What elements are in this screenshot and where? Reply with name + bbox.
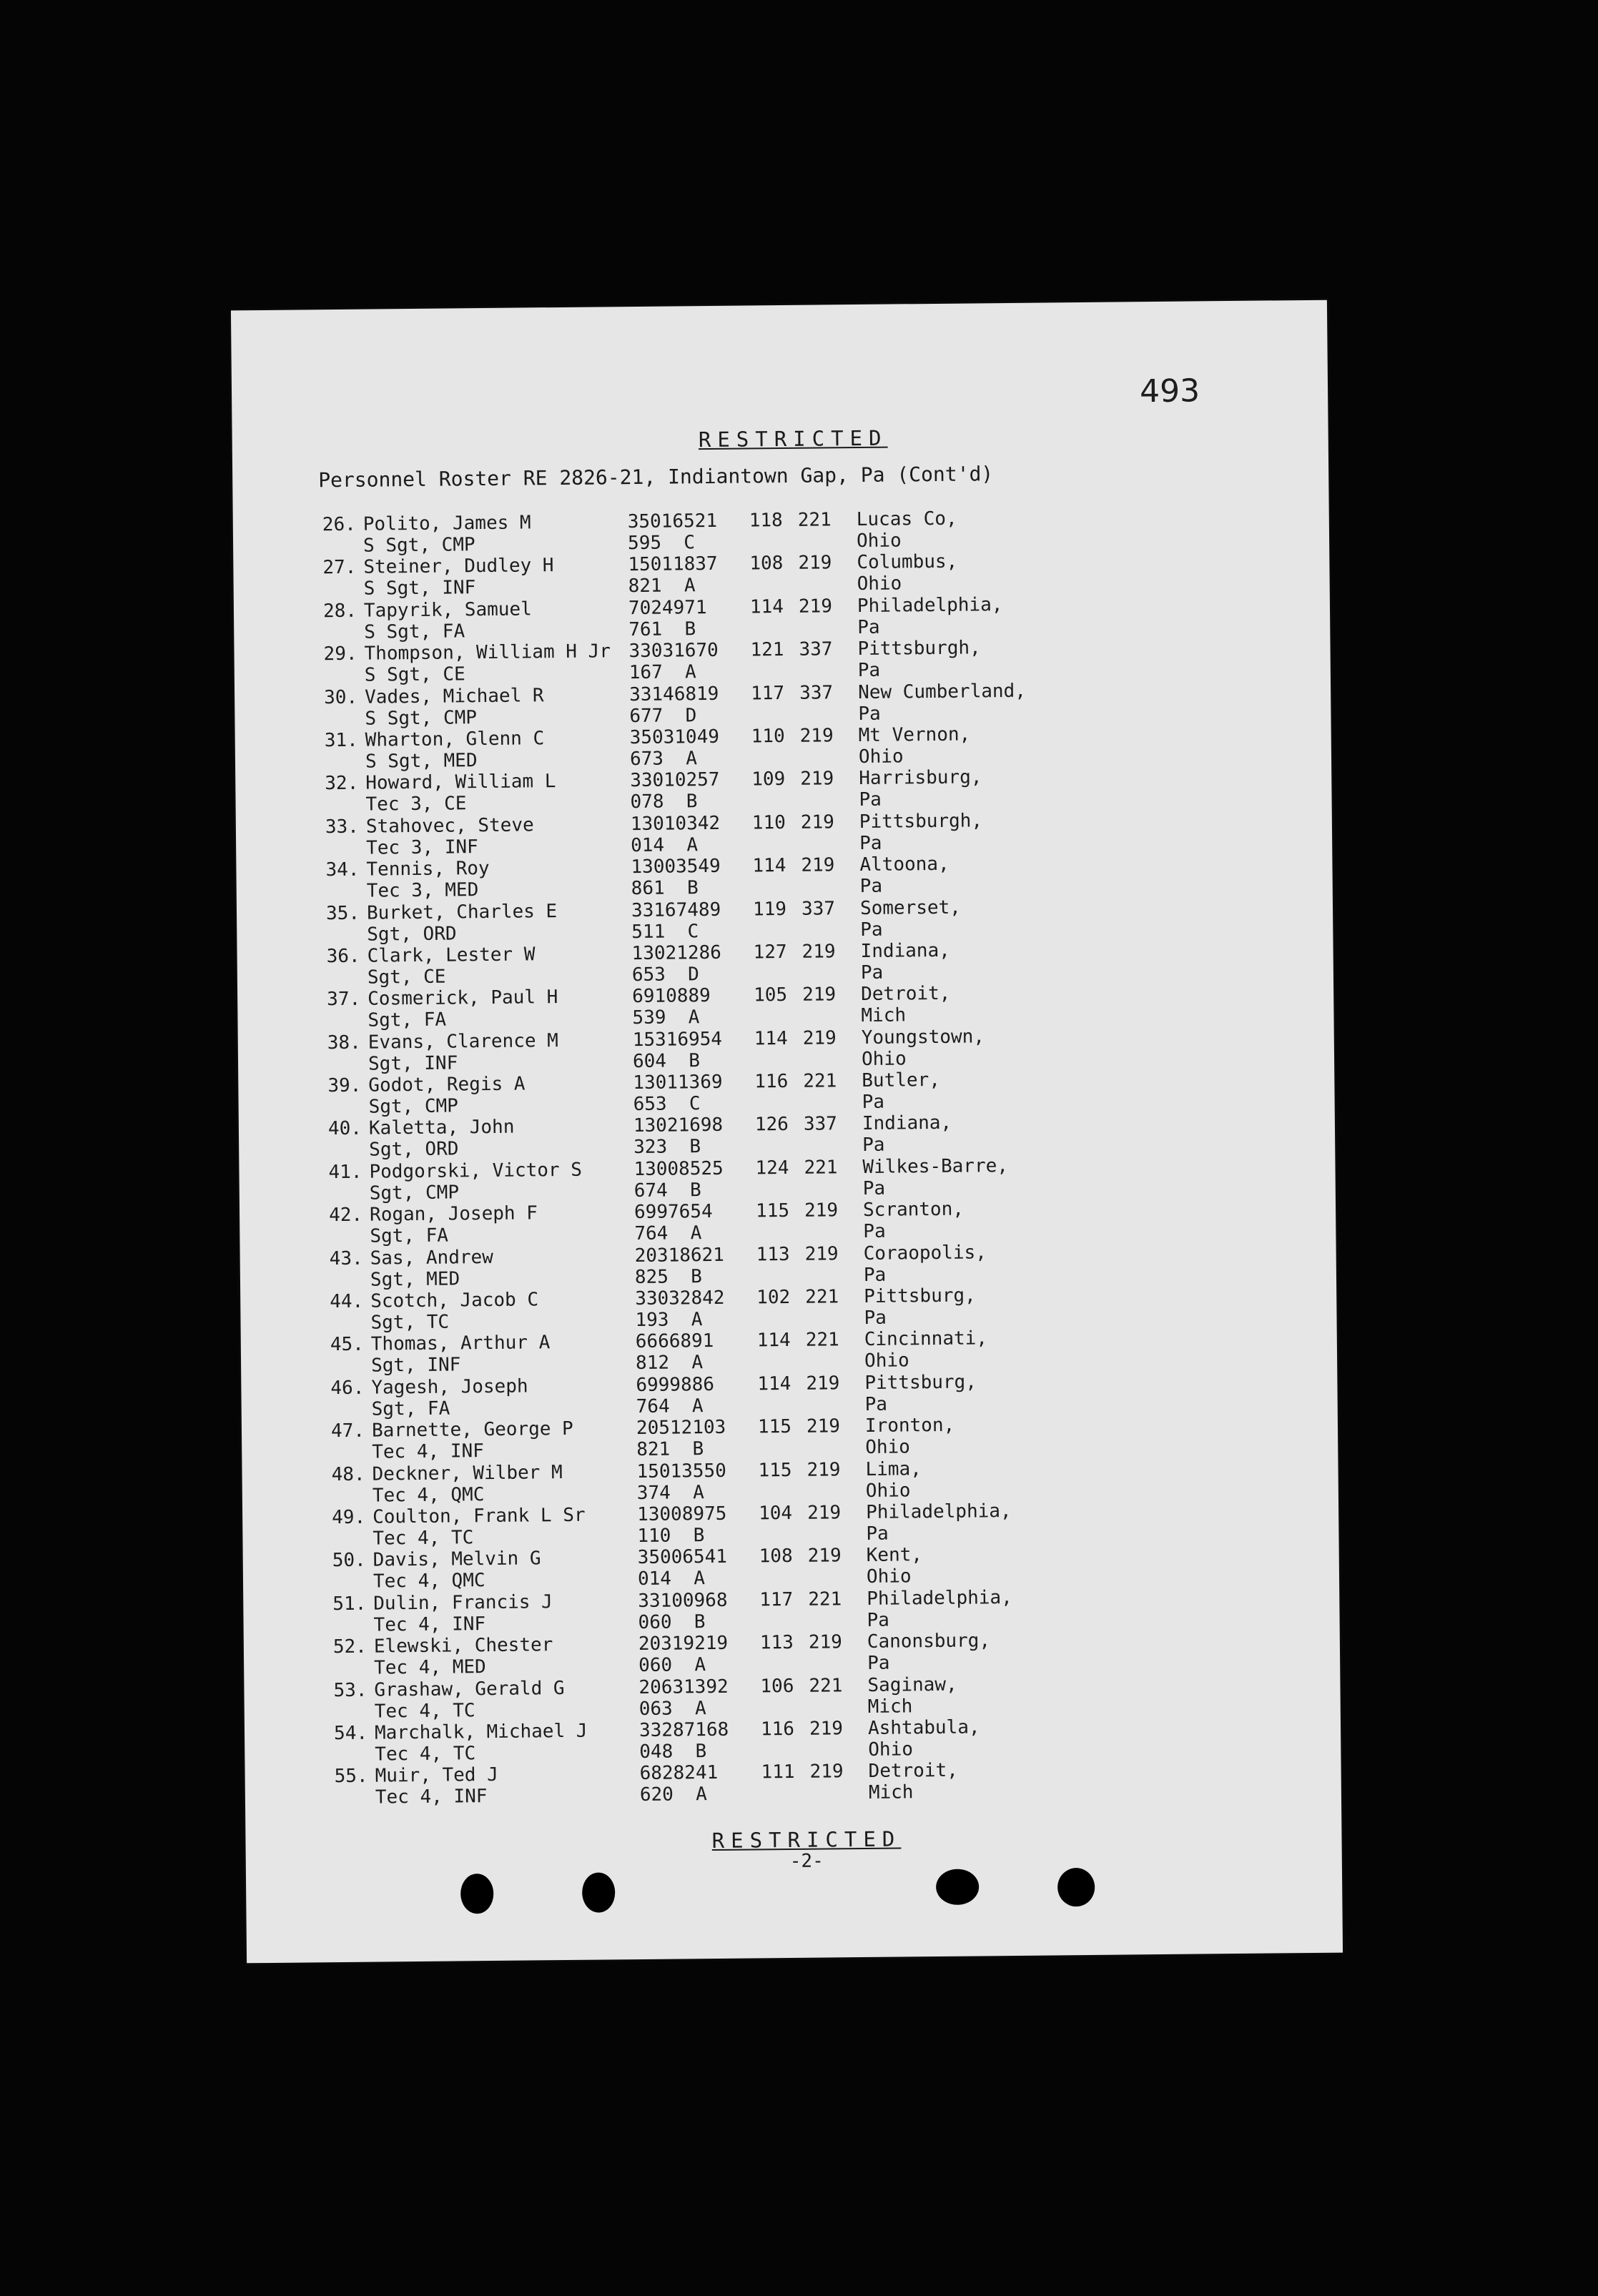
entry-state: Pa bbox=[867, 1652, 890, 1675]
entry-number: 30. bbox=[324, 686, 358, 708]
entry-col1: 116 bbox=[760, 1718, 795, 1741]
entry-city: Kent, bbox=[866, 1544, 923, 1567]
entry-state: Ohio bbox=[861, 1048, 907, 1070]
entry-col1: 113 bbox=[759, 1632, 794, 1654]
entry-number: 34. bbox=[325, 858, 360, 881]
entry-col1: 113 bbox=[756, 1243, 790, 1266]
entry-city: Pittsburgh, bbox=[857, 637, 981, 660]
entry-state: Pa bbox=[862, 1091, 885, 1114]
entry-number: 50. bbox=[332, 1550, 366, 1572]
entry-state: Ohio bbox=[866, 1565, 912, 1588]
entry-city: Cincinnati, bbox=[864, 1327, 988, 1351]
entry-name: Thompson, William H Jr bbox=[364, 640, 611, 665]
entry-col1: 124 bbox=[755, 1157, 789, 1179]
entry-serial-number: 13003549 bbox=[631, 855, 721, 879]
entry-name: Rogan, Joseph F bbox=[369, 1202, 538, 1226]
entry-col1: 114 bbox=[754, 1027, 788, 1050]
entry-col1: 115 bbox=[758, 1459, 792, 1481]
entry-serial-number: 33287168 bbox=[638, 1718, 729, 1741]
entry-col2: 221 bbox=[805, 1329, 839, 1352]
entry-city: New Cumberland, bbox=[857, 680, 1027, 703]
entry-serial-number: 6997654 bbox=[633, 1201, 713, 1224]
entry-name: Barnette, George P bbox=[371, 1418, 573, 1442]
entry-name: Dulin, Francis J bbox=[373, 1590, 553, 1615]
punch-hole bbox=[936, 1869, 979, 1905]
entry-code: 764 A bbox=[634, 1222, 702, 1245]
entry-col2: 219 bbox=[804, 1242, 839, 1265]
entry-code: 653 D bbox=[631, 964, 699, 986]
page-footer: -2- bbox=[789, 1850, 824, 1873]
entry-name: Clark, Lester W bbox=[367, 944, 536, 967]
entry-col1: 114 bbox=[757, 1372, 791, 1395]
entry-col2: 219 bbox=[798, 595, 833, 618]
entry-city: Lima, bbox=[865, 1458, 922, 1480]
entry-state: Ohio bbox=[857, 573, 902, 595]
entry-number: 45. bbox=[330, 1334, 364, 1356]
entry-name: Scotch, Jacob C bbox=[370, 1289, 539, 1312]
entry-code: 063 A bbox=[638, 1697, 706, 1720]
entry-serial-number: 15011837 bbox=[628, 553, 718, 576]
entry-col1: 108 bbox=[749, 553, 784, 575]
entry-state: Pa bbox=[857, 659, 881, 682]
entry-name: Thomas, Arthur A bbox=[370, 1332, 551, 1356]
entry-number: 43. bbox=[329, 1247, 363, 1270]
entry-col2: 337 bbox=[803, 1113, 838, 1136]
entry-serial-number: 13021698 bbox=[633, 1114, 724, 1137]
entry-serial-number: 20512103 bbox=[636, 1417, 726, 1440]
entry-state: Pa bbox=[857, 616, 880, 638]
entry-name: Davis, Melvin G bbox=[373, 1548, 541, 1571]
entry-number: 32. bbox=[325, 773, 359, 795]
entry-rank: Sgt, FA bbox=[368, 1009, 447, 1031]
entry-number: 37. bbox=[327, 989, 361, 1011]
entry-rank: Sgt, MED bbox=[370, 1268, 460, 1291]
entry-rank: Tec 3, MED bbox=[366, 879, 479, 902]
entry-name: Burket, Charles E bbox=[366, 900, 558, 924]
entry-col2: 219 bbox=[802, 941, 836, 963]
entry-col1: 106 bbox=[760, 1675, 794, 1697]
entry-serial-number: 7024971 bbox=[628, 596, 707, 619]
entry-code: 193 A bbox=[635, 1309, 703, 1332]
entry-rank: S Sgt, INF bbox=[363, 577, 476, 600]
entry-col2: 337 bbox=[801, 897, 836, 920]
entry-serial-number: 15013550 bbox=[636, 1460, 726, 1483]
entry-name: Godot, Regis A bbox=[368, 1073, 526, 1097]
entry-name: Vades, Michael R bbox=[364, 684, 544, 708]
document-page bbox=[231, 300, 1343, 1964]
entry-state: Pa bbox=[859, 832, 882, 854]
entry-col1: 127 bbox=[753, 941, 787, 964]
entry-col1: 121 bbox=[750, 639, 784, 661]
entry-city: Philadelphia, bbox=[867, 1586, 1012, 1610]
entry-col2: 221 bbox=[804, 1157, 838, 1179]
entry-col2: 221 bbox=[803, 1070, 837, 1092]
entry-col2: 219 bbox=[798, 552, 832, 575]
entry-col2: 221 bbox=[805, 1286, 839, 1308]
entry-rank: Tec 3, CE bbox=[365, 793, 467, 816]
entry-serial-number: 20318621 bbox=[634, 1244, 725, 1267]
entry-state: Ohio bbox=[856, 530, 902, 553]
entry-rank: Sgt, CE bbox=[367, 966, 446, 989]
entry-state: Ohio bbox=[868, 1738, 914, 1761]
entry-number: 52. bbox=[332, 1636, 368, 1658]
entry-rank: Sgt, ORD bbox=[367, 922, 457, 946]
entry-state: Mich bbox=[868, 1781, 914, 1804]
entry-col2: 219 bbox=[802, 984, 837, 1006]
entry-name: Evans, Clarence M bbox=[368, 1029, 559, 1054]
entry-col1: 104 bbox=[758, 1502, 793, 1525]
entry-code: 764 A bbox=[636, 1395, 704, 1417]
entry-state: Pa bbox=[858, 703, 881, 725]
entry-serial-number: 33167489 bbox=[631, 899, 721, 921]
entry-code: 674 B bbox=[633, 1179, 701, 1202]
entry-code: 511 C bbox=[631, 920, 699, 943]
entry-rank: Sgt, FA bbox=[371, 1397, 450, 1420]
entry-state: Pa bbox=[866, 1523, 889, 1545]
entry-name: Deckner, Wilber M bbox=[372, 1461, 563, 1485]
roster-entry bbox=[323, 1756, 1325, 1809]
entry-code: 825 B bbox=[634, 1265, 703, 1288]
entry-col2: 219 bbox=[802, 1027, 837, 1049]
entry-rank: Tec 4, TC bbox=[373, 1527, 474, 1550]
entry-number: 28. bbox=[322, 600, 357, 622]
entry-city: Youngstown, bbox=[861, 1026, 985, 1049]
entry-col2: 219 bbox=[809, 1761, 844, 1783]
entry-number: 55. bbox=[334, 1765, 368, 1788]
entry-number: 35. bbox=[325, 902, 360, 924]
entry-city: Somerset, bbox=[859, 896, 962, 919]
entry-rank: Sgt, CMP bbox=[368, 1095, 459, 1118]
entry-serial-number: 20319219 bbox=[638, 1632, 729, 1656]
entry-rank: Tec 4, TC bbox=[374, 1699, 475, 1723]
entry-col1: 116 bbox=[754, 1071, 789, 1093]
entry-number: 44. bbox=[330, 1290, 364, 1313]
entry-rank: Tec 4, INF bbox=[372, 1440, 484, 1463]
entry-col2: 337 bbox=[799, 638, 833, 660]
entry-code: 060 A bbox=[638, 1654, 706, 1677]
entry-rank: S Sgt, CMP bbox=[362, 534, 475, 557]
entry-serial-number: 13008525 bbox=[633, 1157, 724, 1180]
entry-state: Pa bbox=[860, 919, 883, 941]
entry-number: 41. bbox=[328, 1161, 362, 1184]
entry-number: 33. bbox=[325, 816, 360, 838]
entry-name: Wharton, Glenn C bbox=[365, 728, 545, 751]
entry-col2: 219 bbox=[807, 1502, 842, 1524]
entry-rank: S Sgt, FA bbox=[364, 620, 465, 643]
entry-name: Cosmerick, Paul H bbox=[368, 986, 558, 1010]
entry-code: 812 A bbox=[635, 1352, 704, 1375]
entry-state: Ohio bbox=[864, 1350, 909, 1372]
entry-rank: Sgt, FA bbox=[370, 1224, 449, 1247]
page-number: 493 bbox=[1139, 372, 1200, 410]
entry-state: Ohio bbox=[865, 1479, 911, 1502]
entry-number: 53. bbox=[333, 1679, 368, 1701]
entry-rank: Sgt, TC bbox=[370, 1311, 450, 1334]
entry-code: 861 B bbox=[631, 877, 699, 900]
entry-name: Tapyrik, Samuel bbox=[363, 598, 532, 622]
entry-serial-number: 33032842 bbox=[635, 1287, 725, 1310]
entry-code: 673 A bbox=[629, 748, 698, 771]
entry-number: 39. bbox=[327, 1074, 362, 1097]
entry-code: 761 B bbox=[628, 618, 696, 640]
entry-col2: 219 bbox=[804, 1199, 839, 1222]
punch-hole bbox=[460, 1874, 494, 1914]
entry-col1: 126 bbox=[754, 1114, 789, 1136]
entry-serial-number: 33031670 bbox=[628, 640, 719, 663]
entry-code: 604 B bbox=[632, 1049, 701, 1072]
entry-col1: 115 bbox=[755, 1200, 790, 1222]
entry-rank: Tec 4, QMC bbox=[373, 1570, 485, 1593]
entry-city: Pittsburg, bbox=[864, 1285, 976, 1308]
entry-rank: Tec 4, MED bbox=[374, 1656, 486, 1679]
entry-col1: 114 bbox=[749, 595, 784, 618]
entry-city: Scranton, bbox=[862, 1198, 965, 1222]
entry-code: 620 A bbox=[639, 1783, 707, 1806]
entry-state: Pa bbox=[862, 1177, 886, 1199]
entry-state: Pa bbox=[864, 1307, 887, 1330]
entry-col2: 219 bbox=[809, 1718, 844, 1740]
entry-serial-number: 33010257 bbox=[630, 769, 720, 792]
entry-name: Elewski, Chester bbox=[373, 1634, 553, 1658]
entry-col1: 115 bbox=[757, 1416, 792, 1438]
entry-city: Mt Vernon, bbox=[858, 723, 971, 746]
entry-city: Ironton, bbox=[864, 1414, 955, 1438]
entry-rank: S Sgt, CMP bbox=[365, 706, 478, 730]
entry-col1: 117 bbox=[750, 682, 785, 705]
entry-state: Pa bbox=[860, 961, 884, 984]
entry-state: Mich bbox=[861, 1004, 907, 1027]
entry-col2: 219 bbox=[799, 725, 834, 747]
entry-col1: 118 bbox=[749, 510, 783, 532]
entry-rank: S Sgt, MED bbox=[365, 750, 478, 773]
entry-col2: 221 bbox=[797, 509, 832, 531]
entry-number: 48. bbox=[331, 1463, 365, 1485]
entry-name: Yagesh, Joseph bbox=[371, 1375, 528, 1399]
punch-hole bbox=[582, 1872, 616, 1912]
entry-city: Philadelphia, bbox=[865, 1500, 1012, 1523]
entry-code: 060 B bbox=[638, 1610, 706, 1633]
entry-city: Indiana, bbox=[860, 939, 950, 962]
entry-serial-number: 20631392 bbox=[638, 1676, 729, 1698]
entry-name: Muir, Ted J bbox=[375, 1764, 498, 1787]
entry-city: Pittsburgh, bbox=[859, 810, 983, 833]
entry-code: 048 B bbox=[639, 1741, 707, 1763]
entry-col2: 219 bbox=[800, 811, 834, 833]
entry-name: Sas, Andrew bbox=[370, 1246, 493, 1270]
entry-serial-number: 13021286 bbox=[631, 941, 721, 964]
entry-col1: 110 bbox=[751, 811, 786, 834]
entry-city: Saginaw, bbox=[867, 1673, 957, 1696]
entry-city: Wilkes-Barre, bbox=[862, 1154, 1009, 1178]
entry-serial-number: 6666891 bbox=[635, 1330, 714, 1353]
entry-code: 539 A bbox=[632, 1006, 700, 1029]
entry-col2: 219 bbox=[806, 1415, 841, 1438]
entry-rank: Sgt, ORD bbox=[369, 1138, 459, 1162]
entry-serial-number: 6999886 bbox=[636, 1373, 715, 1396]
classification-bottom: RESTRICTED bbox=[711, 1826, 902, 1854]
entry-code: 821 A bbox=[628, 575, 696, 598]
entry-col2: 221 bbox=[808, 1588, 842, 1610]
entry-rank: Tec 3, INF bbox=[366, 836, 478, 859]
entry-serial-number: 6910889 bbox=[632, 985, 711, 1008]
entry-state: Pa bbox=[863, 1220, 886, 1243]
entry-city: Ashtabula, bbox=[867, 1716, 980, 1739]
entry-name: Polito, James M bbox=[362, 512, 531, 535]
entry-col2: 219 bbox=[807, 1458, 841, 1481]
entry-col1: 111 bbox=[761, 1761, 795, 1783]
entry-name: Kaletta, John bbox=[368, 1117, 515, 1140]
entry-name: Grashaw, Gerald G bbox=[374, 1677, 565, 1701]
entry-state: Ohio bbox=[865, 1436, 911, 1459]
entry-number: 29. bbox=[323, 643, 357, 665]
entry-code: 323 B bbox=[633, 1136, 701, 1159]
entry-number: 40. bbox=[327, 1118, 362, 1140]
entry-col2: 219 bbox=[808, 1631, 842, 1653]
entry-serial-number: 33100968 bbox=[638, 1589, 728, 1612]
entry-rank: Tec 4, INF bbox=[375, 1786, 488, 1808]
entry-name: Coulton, Frank L Sr bbox=[373, 1504, 586, 1528]
entry-name: Steiner, Dudley H bbox=[363, 555, 554, 579]
entry-col1: 105 bbox=[754, 984, 788, 1006]
entry-city: Pittsburg, bbox=[864, 1371, 977, 1394]
entry-number: 31. bbox=[324, 729, 358, 752]
entry-number: 49. bbox=[332, 1506, 366, 1529]
entry-city: Lucas Co, bbox=[856, 508, 957, 531]
entry-state: Pa bbox=[859, 875, 883, 898]
entry-rank: S Sgt, CE bbox=[364, 663, 465, 686]
entry-serial-number: 6828241 bbox=[639, 1762, 719, 1785]
entry-number: 54. bbox=[333, 1722, 368, 1745]
entry-col2: 337 bbox=[799, 681, 834, 704]
entry-city: Philadelphia, bbox=[857, 593, 1003, 617]
entry-number: 47. bbox=[330, 1420, 365, 1443]
entry-name: Marchalk, Michael J bbox=[374, 1720, 588, 1744]
entry-serial-number: 35031049 bbox=[629, 726, 720, 749]
entry-number: 27. bbox=[322, 557, 357, 579]
entry-city: Altoona, bbox=[859, 853, 950, 876]
entry-code: 821 B bbox=[636, 1438, 704, 1461]
entry-col1: 102 bbox=[756, 1286, 791, 1309]
entry-city: Indiana, bbox=[862, 1112, 952, 1135]
entry-col1: 108 bbox=[759, 1545, 793, 1568]
entry-number: 26. bbox=[322, 513, 356, 536]
entry-col1: 117 bbox=[759, 1588, 794, 1611]
entry-state: Ohio bbox=[858, 746, 904, 768]
punch-hole bbox=[1057, 1868, 1095, 1906]
entry-state: Pa bbox=[863, 1264, 887, 1286]
entry-number: 51. bbox=[332, 1593, 367, 1615]
roster-list bbox=[312, 505, 1325, 1809]
entry-col2: 219 bbox=[801, 854, 835, 876]
entry-code: 653 C bbox=[633, 1093, 701, 1116]
entry-col1: 110 bbox=[751, 725, 785, 748]
entry-state: Mich bbox=[867, 1695, 913, 1718]
entry-col2: 219 bbox=[800, 768, 834, 791]
entry-rank: Sgt, INF bbox=[370, 1354, 461, 1377]
roster-header: Personnel Roster RE 2826-21, Indiantown Gap, Pa (Cont'd) bbox=[318, 462, 994, 493]
entry-rank: Sgt, CMP bbox=[369, 1182, 460, 1204]
entry-city: Butler, bbox=[862, 1069, 941, 1092]
entry-state: Pa bbox=[864, 1393, 888, 1415]
entry-serial-number: 35016521 bbox=[627, 510, 718, 533]
entry-city: Harrisburg, bbox=[859, 766, 982, 790]
entry-serial-number: 35006541 bbox=[637, 1546, 728, 1569]
entry-code: 167 A bbox=[628, 661, 696, 684]
entry-city: Detroit, bbox=[861, 983, 951, 1006]
entry-number: 46. bbox=[330, 1377, 365, 1399]
entry-city: Detroit, bbox=[868, 1760, 958, 1783]
entry-rank: Tec 4, TC bbox=[375, 1743, 476, 1766]
entry-name: Podgorski, Victor S bbox=[369, 1159, 583, 1183]
entry-col1: 109 bbox=[751, 768, 786, 791]
entry-code: 014 A bbox=[637, 1568, 706, 1590]
entry-code: 374 A bbox=[636, 1481, 704, 1504]
entry-name: Stahovec, Steve bbox=[365, 814, 534, 838]
entry-code: 110 B bbox=[637, 1525, 705, 1548]
entry-code: 677 D bbox=[629, 704, 697, 727]
entry-city: Coraopolis, bbox=[863, 1241, 987, 1265]
entry-col1: 119 bbox=[752, 898, 787, 920]
entry-serial-number: 13011369 bbox=[633, 1071, 723, 1094]
entry-name: Howard, William L bbox=[365, 771, 556, 794]
entry-name: Tennis, Roy bbox=[366, 858, 490, 881]
entry-code: 078 B bbox=[630, 791, 698, 813]
entry-rank: Tec 4, INF bbox=[373, 1613, 486, 1636]
entry-city: Canonsburg, bbox=[867, 1630, 991, 1653]
entry-col2: 219 bbox=[806, 1372, 840, 1395]
entry-col2: 221 bbox=[809, 1674, 843, 1697]
entry-state: Pa bbox=[867, 1609, 890, 1631]
classification-top: RESTRICTED bbox=[698, 425, 888, 452]
entry-col1: 114 bbox=[756, 1330, 791, 1352]
entry-number: 42. bbox=[328, 1204, 363, 1227]
entry-serial-number: 13008975 bbox=[636, 1503, 727, 1526]
entry-city: Columbus, bbox=[857, 551, 958, 574]
entry-rank: Sgt, INF bbox=[368, 1052, 458, 1075]
entry-state: Pa bbox=[862, 1134, 885, 1157]
entry-serial-number: 15316954 bbox=[632, 1028, 723, 1051]
entry-serial-number: 13010342 bbox=[630, 812, 721, 835]
entry-number: 36. bbox=[326, 945, 360, 968]
entry-col2: 219 bbox=[807, 1545, 842, 1568]
entry-code: 014 A bbox=[631, 833, 699, 856]
entry-rank: Tec 4, QMC bbox=[372, 1483, 485, 1507]
entry-state: Pa bbox=[859, 789, 882, 811]
entry-serial-number: 33146819 bbox=[628, 683, 719, 706]
entry-code: 595 C bbox=[627, 532, 696, 555]
entry-col1: 114 bbox=[752, 855, 786, 877]
entry-number: 38. bbox=[327, 1031, 361, 1054]
